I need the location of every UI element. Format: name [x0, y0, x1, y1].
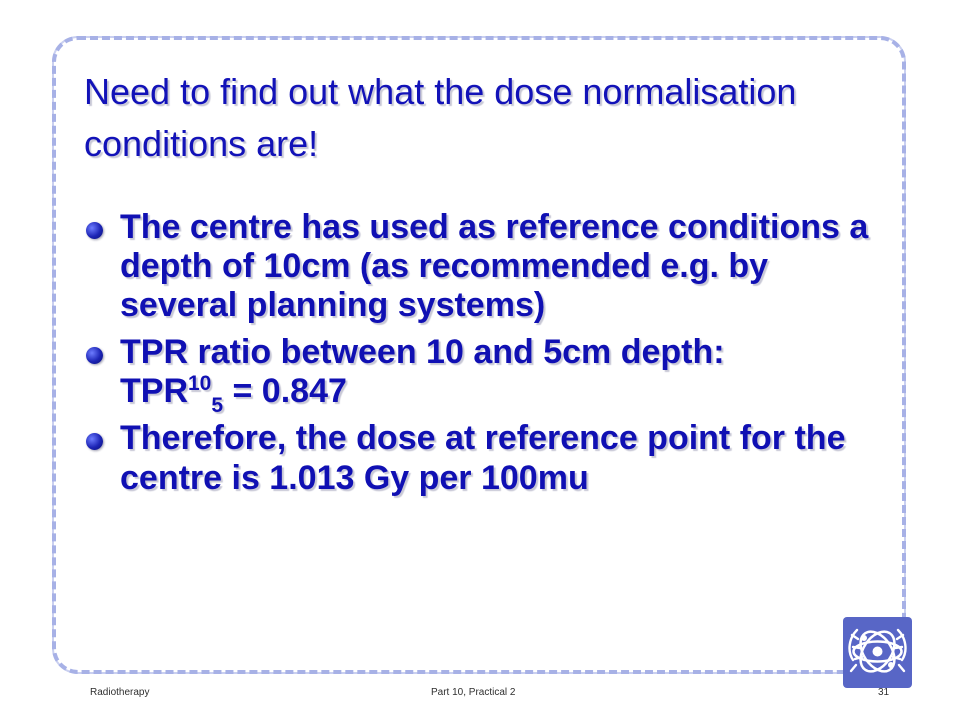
- tpr-subscript: 5: [211, 394, 224, 418]
- reference-dose-text: Therefore, the dose at reference point for the centre is 1.013 Gy per 100mu: [120, 419, 846, 497]
- bullet-list: [82, 208, 872, 506]
- slide-title: Need to find out what the dose normalisation conditions are!: [84, 71, 797, 164]
- bullet-item-reference-dose: [82, 419, 872, 497]
- footer-part: Part 10, Practical 2: [431, 687, 516, 698]
- footer-course: Radiotherapy: [90, 687, 150, 698]
- tpr-value: = 0.847: [232, 372, 347, 411]
- footer-page-number: 31: [878, 687, 890, 698]
- bullet-dot-icon: [86, 347, 103, 364]
- tpr-ratio-text: TPR ratio between 10 and 5cm depth:: [120, 333, 725, 372]
- bullet-reference-conditions-text: The centre has used as reference conditions a depth of 10cm (as recommended e.g. by several planning systems): [120, 208, 869, 325]
- bullet-dot-icon: [86, 433, 103, 450]
- bullet-item-tpr-ratio: [82, 333, 872, 418]
- tpr-prefix: TPR: [120, 372, 188, 411]
- tpr-superscript: 10: [188, 372, 212, 396]
- bullet-dot-icon: [86, 222, 103, 239]
- iaea-logo-icon: [843, 617, 912, 688]
- bullet-item-reference-conditions: [82, 208, 872, 325]
